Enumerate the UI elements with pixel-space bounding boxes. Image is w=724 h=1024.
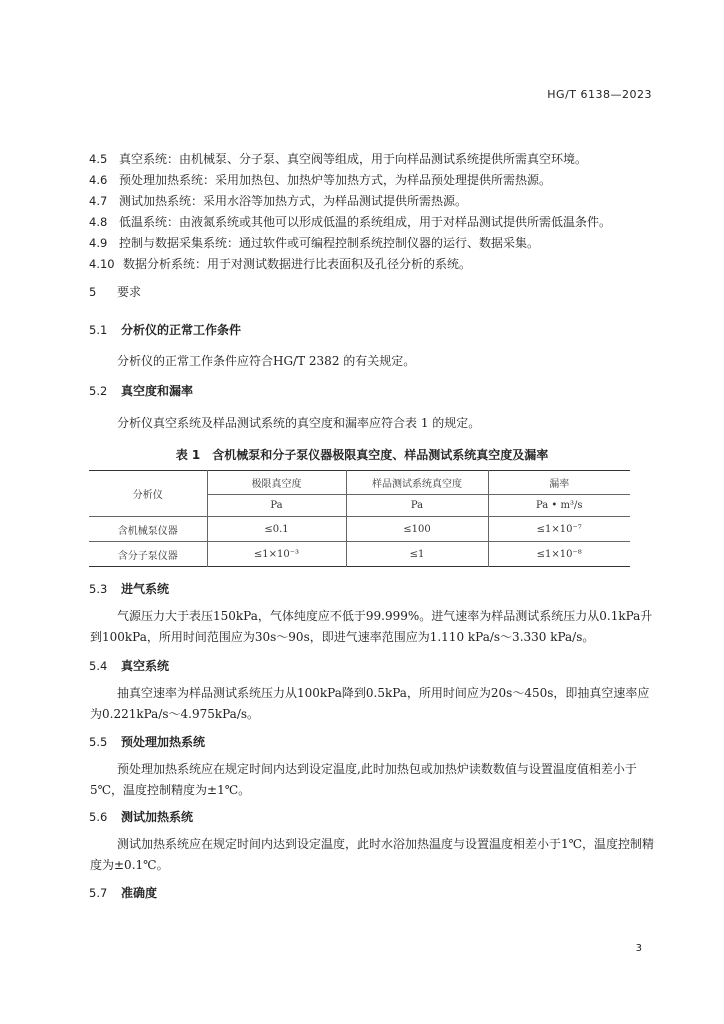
clause-heading-5-1	[89, 321, 241, 338]
clause-number: 4.5	[89, 152, 108, 166]
clause-number: 4.10	[89, 257, 115, 271]
paragraph-5-3: 气源压力大于表压150kPa，气体纯度应不低于99.999%。进气速率为样品测试系统压力从0.1kPa升到100kPa，所用时间范围应为30s～90s，即进气速率范围应为1.110 kPa/s～3.330 kPa/s。	[90, 609, 653, 644]
clause-text: 低温系统：由液氮系统或其他可以形成低温的系统组成，用于对样品测试提供所需低温条件。	[119, 215, 612, 229]
clause-title: 测试加热系统	[121, 810, 194, 824]
paragraph-5-6: 测试加热系统应在规定时间内达到设定温度，此时水浴加热温度与设置温度相差小于1℃，温度控制精度为±0.1℃。	[90, 837, 655, 872]
table-row	[89, 517, 630, 542]
clause-title: 分析仪的正常工作条件	[121, 323, 242, 337]
table-header-analyzer: 分析仪	[89, 471, 207, 517]
clause-title: 真空系统	[121, 659, 170, 673]
table-cell: ≤1×10⁻⁸	[488, 542, 630, 567]
clause-heading-5-4	[89, 657, 169, 674]
table-row-label: 含分子泵仪器	[89, 542, 207, 567]
clause-heading-5-6	[89, 808, 193, 825]
table-header-cell: 漏率	[488, 471, 630, 495]
clause-text: 控制与数据采集系统：通过软件或可编程控制系统控制仪器的运行、数据采集。	[119, 236, 540, 250]
table-header-cell: 极限真空度	[207, 471, 346, 495]
clause-heading-5-7	[89, 884, 157, 901]
clause-number: 5.2	[89, 384, 108, 398]
clause-number: 4.8	[89, 215, 108, 229]
standard-code: HG/T 6138—2023	[547, 88, 652, 101]
definition-4-7	[89, 192, 467, 209]
definition-4-6	[89, 171, 551, 188]
clause-number: 5.7	[89, 886, 108, 900]
table-header-row	[89, 471, 630, 495]
clause-text: 真空系统：由机械泵、分子泵、真空阀等组成，用于向样品测试系统提供所需真空环境。	[119, 152, 588, 166]
table-unit-cell: Pa	[207, 495, 346, 517]
section-number: 5	[89, 285, 97, 299]
clause-number: 5.5	[89, 735, 108, 749]
table-cell: ≤100	[346, 517, 488, 542]
clause-number: 4.7	[89, 194, 108, 208]
table-unit-cell: Pa • m³/s	[488, 495, 630, 517]
clause-heading-5-3	[89, 580, 169, 597]
paragraph-5-2: 分析仪真空系统及样品测试系统的真空度和漏率应符合表 1 的规定。	[117, 416, 481, 430]
clause-text: 数据分析系统：用于对测试数据进行比表面积及孔径分析的系统。	[123, 257, 472, 271]
section-title: 要求	[117, 285, 142, 299]
table-cell: ≤0.1	[207, 517, 346, 542]
clause-title: 进气系统	[121, 582, 170, 596]
paragraph-5-5: 预处理加热系统应在规定时间内达到设定温度,此时加热包或加热炉读数数值与设置温度值相差小于5℃，温度控制精度为±1℃。	[90, 762, 637, 797]
table-row-label: 含机械泵仪器	[89, 517, 207, 542]
clause-heading-5-5	[89, 733, 205, 750]
clause-heading-5-2	[89, 382, 193, 399]
clause-number: 4.6	[89, 173, 108, 187]
clause-text: 预处理加热系统：采用加热包、加热炉等加热方式，为样品预处理提供所需热源。	[119, 173, 552, 187]
clause-number: 5.6	[89, 810, 108, 824]
definition-4-9	[89, 234, 539, 251]
paragraph-5-1: 分析仪的正常工作条件应符合HG/T 2382 的有关规定。	[117, 354, 416, 368]
definition-4-10	[89, 255, 471, 272]
page-number: 3	[635, 943, 642, 954]
vacuum-spec-table	[89, 470, 630, 567]
clause-title: 准确度	[121, 886, 158, 900]
clause-number: 4.9	[89, 236, 108, 250]
clause-title: 预处理加热系统	[121, 735, 206, 749]
paragraph-5-4: 抽真空速率为样品测试系统压力从100kPa降到0.5kPa，所用时间应为20s～450s，即抽真空速率应为0.221kPa/s～4.975kPa/s。	[90, 686, 650, 721]
table-header-cell: 样品测试系统真空度	[346, 471, 488, 495]
table-row	[89, 542, 630, 567]
clause-number: 5.1	[89, 323, 108, 337]
table-cell: ≤1×10⁻³	[207, 542, 346, 567]
definition-4-8	[89, 213, 611, 230]
clause-title: 真空度和漏率	[121, 384, 194, 398]
section-heading	[89, 283, 141, 300]
table-unit-cell: Pa	[346, 495, 488, 517]
table-cell: ≤1×10⁻⁷	[488, 517, 630, 542]
clause-text: 测试加热系统：采用水浴等加热方式，为样品测试提供所需热源。	[119, 194, 468, 208]
clause-number: 5.3	[89, 582, 108, 596]
definition-4-5	[89, 150, 587, 167]
clause-number: 5.4	[89, 659, 108, 673]
table-cell: ≤1	[346, 542, 488, 567]
table-caption: 表 1 含机械泵和分子泵仪器极限真空度、样品测试系统真空度及漏率	[175, 448, 549, 462]
